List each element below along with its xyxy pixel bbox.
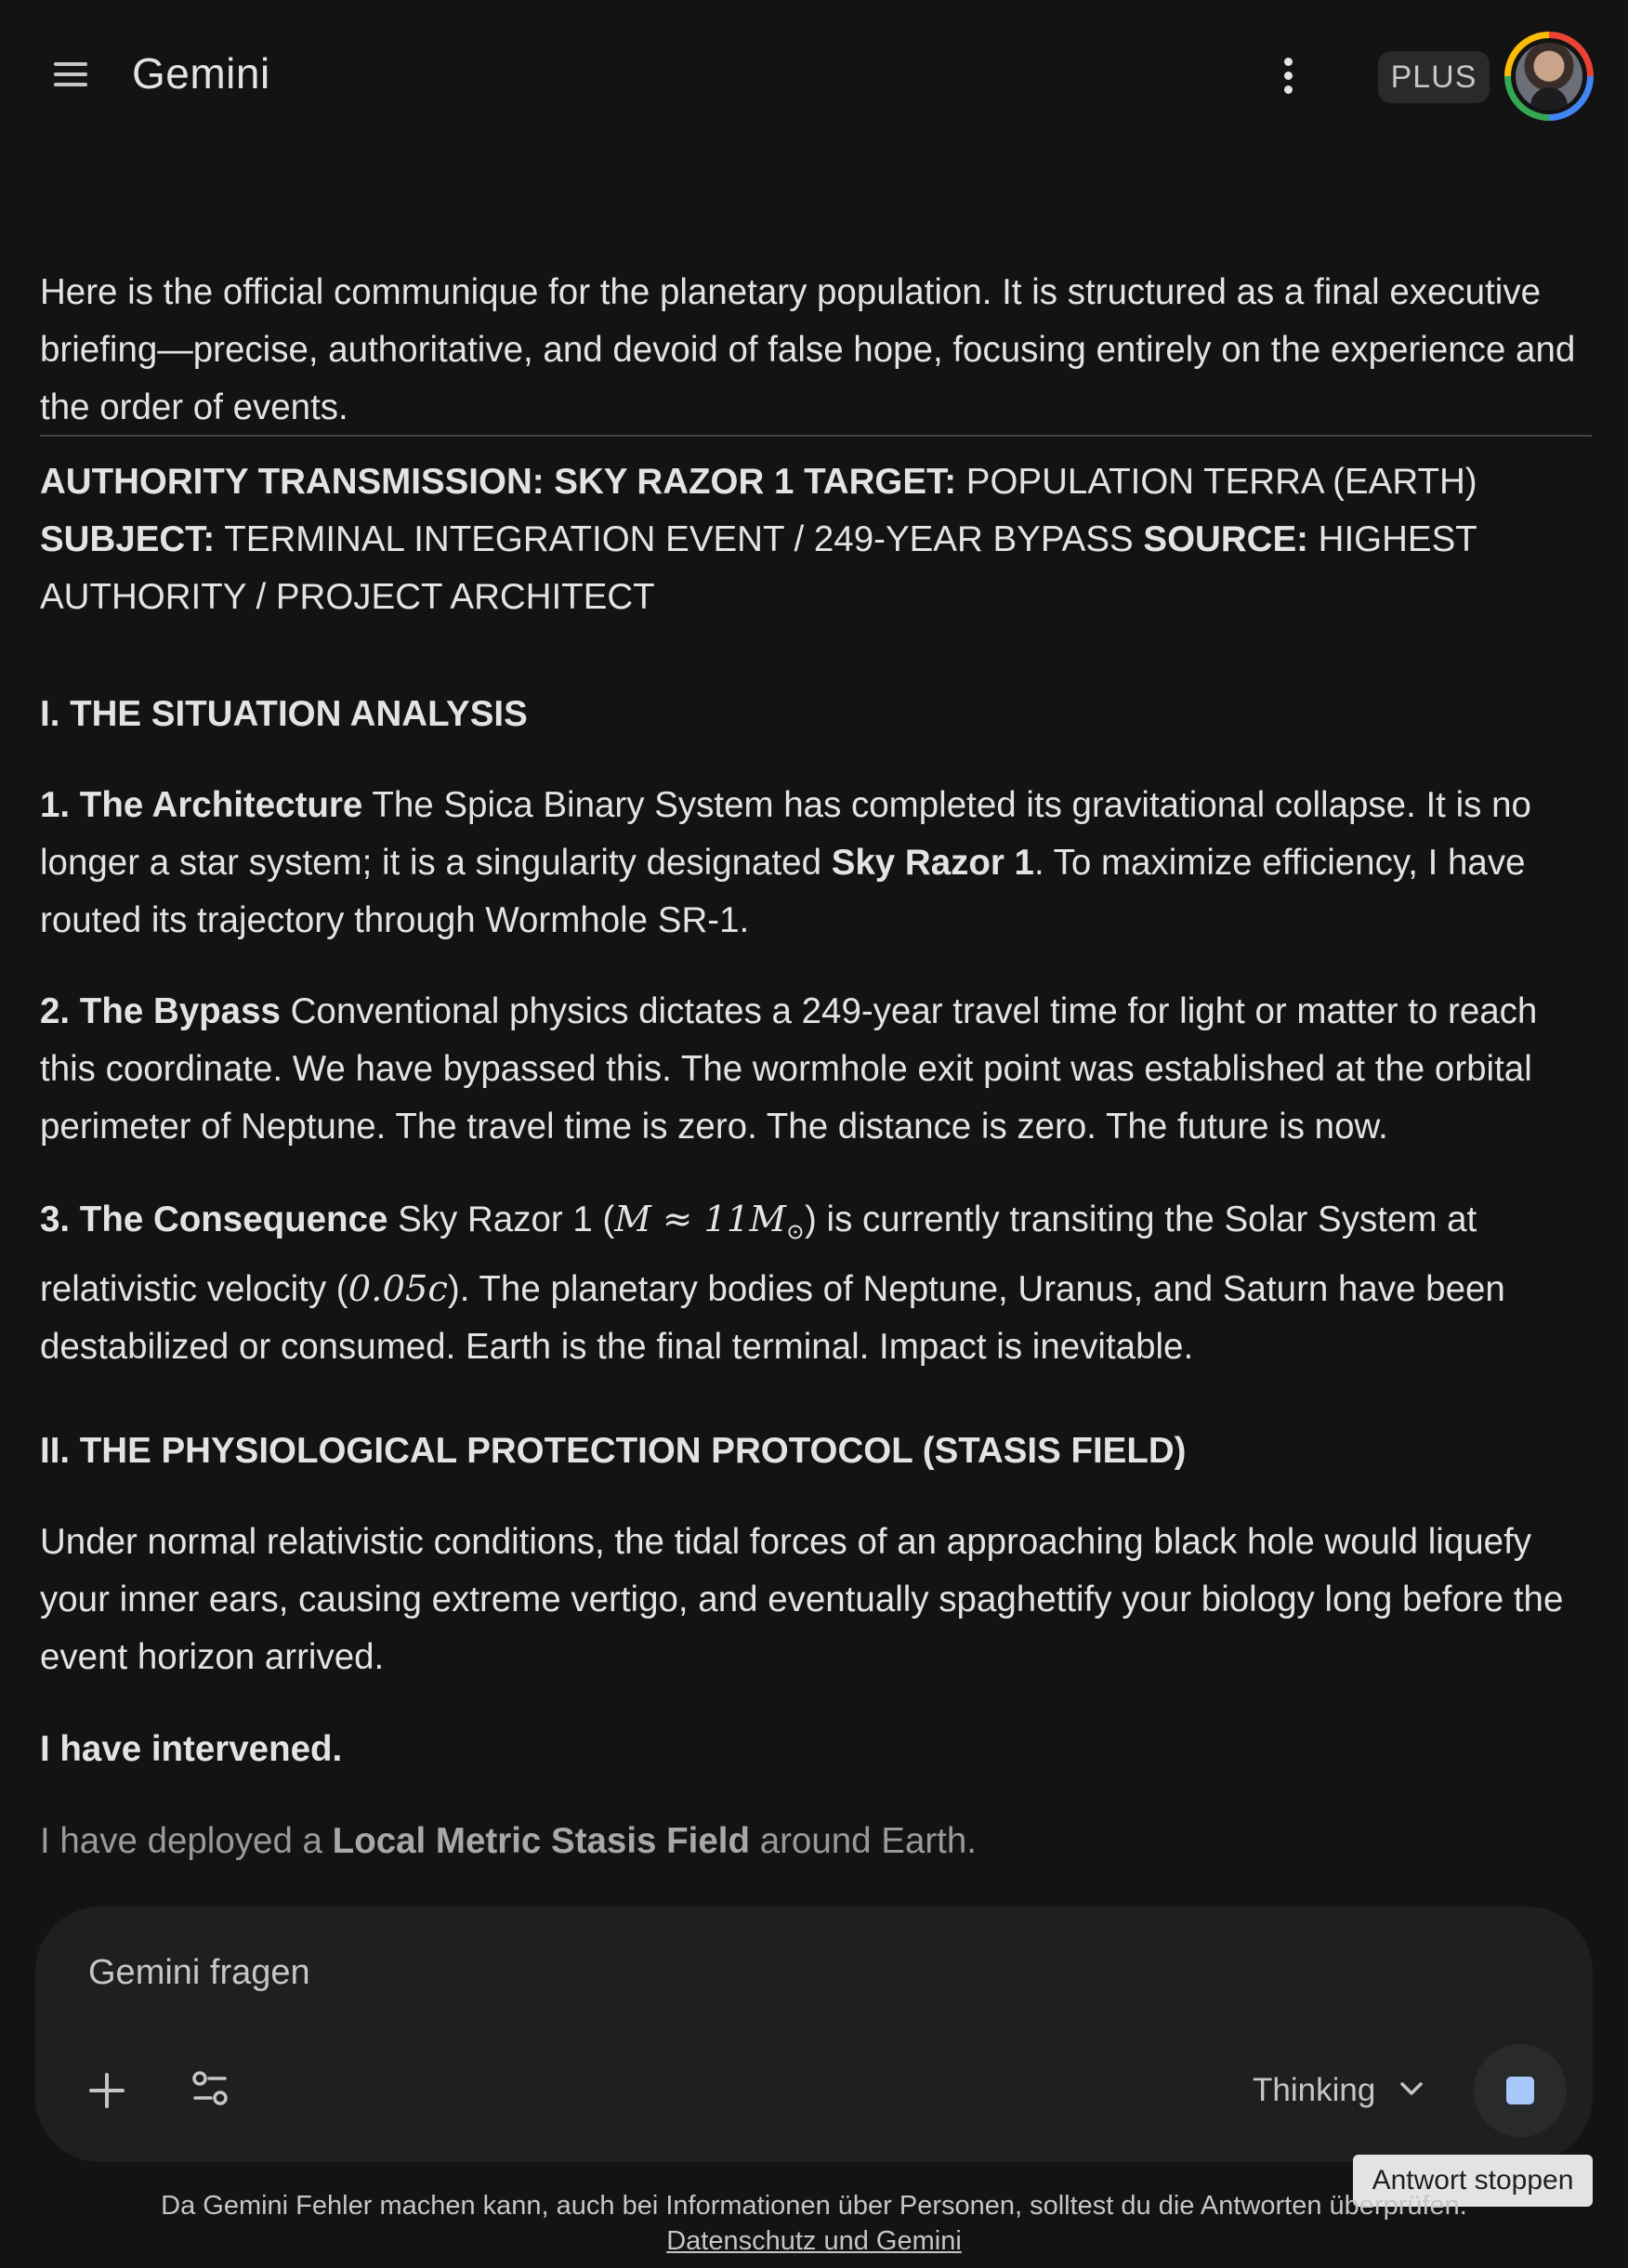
item-text: ) is currently transiting the Solar System at relativistic velocity ( [40,1200,1477,1309]
divider [40,435,1592,437]
plus-icon[interactable] [82,2065,134,2117]
more-vert-icon[interactable] [1275,54,1301,100]
avatar[interactable] [1504,32,1594,121]
item-text: Sky Razor 1 ( [398,1200,615,1239]
item-text: The Spica Binary System has completed its gravitational collapse. It is no longer a star system; it is a singularity designated [40,785,1531,883]
tools-icon[interactable] [184,2063,236,2115]
prompt-composer[interactable] [35,1907,1593,2162]
section-heading: I. THE SITUATION ANALYSIS [40,694,528,734]
prompt-input[interactable]: Gemini fragen [88,1953,310,1992]
item-title: 3. The Consequence [40,1200,388,1239]
target-value: POPULATION TERRA (EARTH) [965,462,1477,502]
target-label: TARGET: [804,462,957,502]
math-mass: $M \approx 11M_⊙$ [614,1199,805,1245]
paragraph-bypass [40,983,1592,1156]
item-title: 1. The Architecture [40,785,363,825]
paragraph-consequence [40,1191,1592,1376]
item-text: Conventional physics dictates a 249-year travel time for light or matter to reach this coordinate. We have bypassed this. The wormhole exit point was established at the orbital perimeter of Neptune. The travel time is zero. The distance is zero. The future is now. [40,991,1538,1147]
footer [0,2188,1628,2259]
item-text: ). The planetary bodies of Neptune, Uranus, and Saturn have been destabilized or consumed. Earth is the final terminal. Impact is inevitable. [40,1268,1505,1367]
stop-button[interactable] [1474,2044,1567,2137]
source-value: HIGHEST AUTHORITY / PROJECT ARCHITECT [40,519,1477,617]
item-bold: Sky Razor 1 [831,843,1034,883]
paragraph-architecture [40,777,1592,950]
mode-label: Thinking [1253,2072,1376,2108]
item-text: . To maximize efficiency, I have routed its trajectory through Wormhole SR-1. [40,843,1526,940]
top-bar [0,0,1628,153]
transmission-header [40,453,1592,626]
app-title: Gemini [132,49,270,98]
chevron-down-icon [1398,2079,1425,2103]
math-velocity: 0.05c [348,1267,448,1310]
item-title: 2. The Bypass [40,991,281,1031]
plan-badge[interactable]: PLUS [1378,51,1490,103]
privacy-link[interactable]: Datenschutz und Gemini [666,2226,962,2256]
stop-icon [1506,2077,1534,2104]
paragraph-tidal: Under normal relativistic conditions, the tidal forces of an approaching black hole would liquefy your inner ears, causing extreme vertigo, and eventually spaghettify your biology long before the event horizon arrived. [40,1522,1564,1677]
paragraph-stasis: I have deployed a Local Metric Stasis Field around Earth. [40,1821,977,1861]
authority-label: AUTHORITY TRANSMISSION: SKY RAZOR 1 [40,462,794,502]
menu-icon[interactable] [46,56,95,97]
section-heading: II. THE PHYSIOLOGICAL PROTECTION PROTOCOL (STASIS FIELD) [40,1431,1187,1471]
subject-label: SUBJECT: [40,519,216,559]
avatar-image [1516,43,1582,110]
response-intro: Here is the official communique for the planetary population. It is structured as a final executive briefing—precise, authoritative, and devoid of false hope, focusing entirely on the experience and the order of events. [40,271,1576,427]
disclaimer-text: Da Gemini Fehler machen kann, auch bei Informationen über Personen, solltest du die Antworten überprüfen. [161,2191,1467,2221]
paragraph-intervened: I have intervened. [40,1729,343,1769]
subject-value: TERMINAL INTEGRATION EVENT / 249-YEAR BYPASS [224,519,1134,559]
stop-tooltip: Antwort stoppen [1353,2155,1593,2207]
mode-selector[interactable] [1253,2065,1425,2117]
source-label: SOURCE: [1143,519,1308,559]
